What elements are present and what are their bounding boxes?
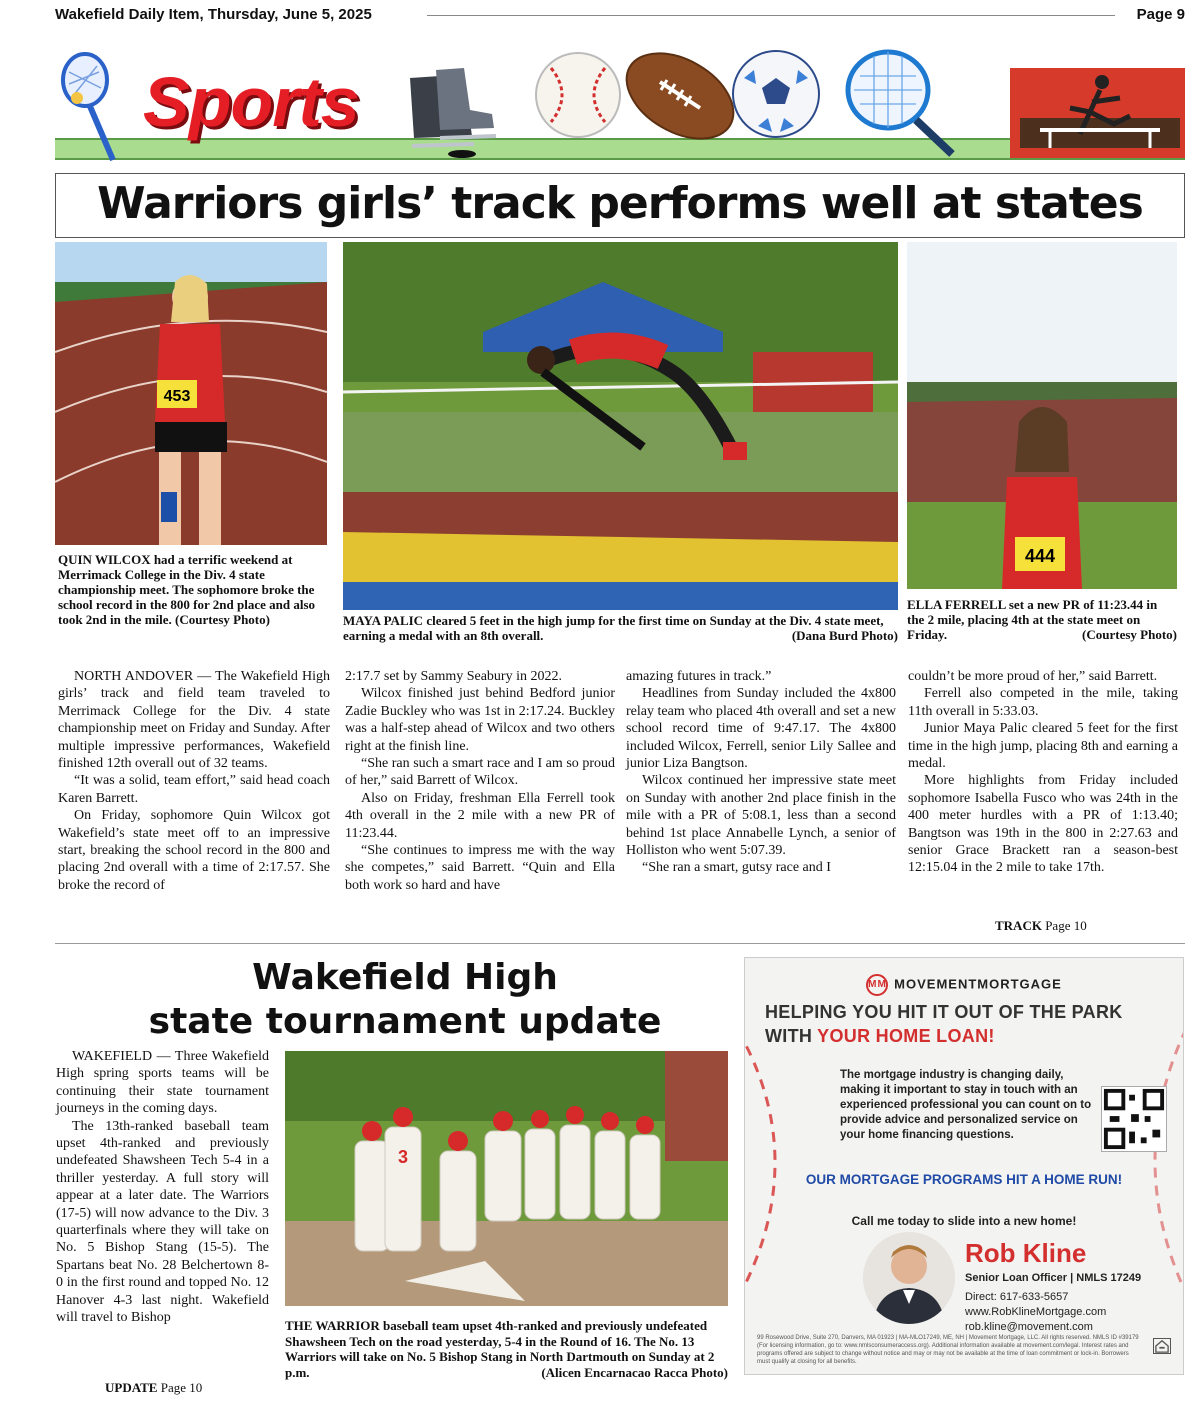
sports-banner xyxy=(55,40,1185,165)
photo-ella-ferrell xyxy=(907,242,1177,589)
equal-housing-icon xyxy=(1153,1338,1171,1354)
bib-453: 453 xyxy=(163,388,191,405)
section-divider xyxy=(55,943,1185,944)
agent-email[interactable]: rob.kline@movement.com xyxy=(965,1321,1093,1333)
page-number: Page 9 xyxy=(1136,6,1185,23)
masthead-rule xyxy=(427,15,1115,16)
agent-phone[interactable]: Direct: 617-633-5657 xyxy=(965,1291,1069,1303)
masthead xyxy=(55,4,1185,26)
photo-credit: (Alicen Encarnacao Racca Photo) xyxy=(541,1364,728,1380)
article-headline: Warriors girls’ track performs well at states xyxy=(97,178,1143,229)
article2-body: WAKEFIELD — Three Wakefield High spring sports teams will be continuing their state tournament journeys in the coming days. The 13th-ranked baseball team upset 4th-ranked and previously undefeated Shawsheen Tech 5-4 in a thriller yesterday. A full story will appear at a later date. The Warriors (17-5) will now advance to the Div. 3 quarterfinals where they will take on No. 5 Bishop Stang (15-5). The Spartans beat No. 28 Belchertown 8-0 in the first round and topped No. 12 Hanover 4-3 last night. Wakefield will travel to Bishop xyxy=(56,1049,269,1326)
hurdler-icon xyxy=(1010,68,1185,158)
agent-name: Rob Kline xyxy=(965,1238,1087,1268)
baseball-icon xyxy=(533,50,623,140)
movement-logo-icon: MM xyxy=(866,974,888,996)
article-column-4: couldn’t be more proud of her,” said Barrett. Ferrell also competed in the mile, taking 11th overall in 5:33.03. Junior Maya Palic cleared 5 feet for the first time in the high jump, placing 8th and earning a medal. More highlights from Friday included sophomore Isabella Fusco who was 24th in the 400 meter hurdles with a PR of 1:13.40; Bangtson was 19th in the 800 in 2:27.63 and senior Grace Brackett ran a season-best 12:15.04 in the 2 mile to take 17th. xyxy=(908,669,1178,876)
photo-maya-palic xyxy=(343,242,898,610)
ad-body-copy: The mortgage industry is changing daily, making it important to stay in touch with an experienced professional you can count on to provide advice and personalized service on your home financing questions. xyxy=(840,1069,1092,1141)
section-title: Sports xyxy=(143,63,359,141)
ad-slogan: OUR MORTGAGE PROGRAMS HIT A HOME RUN! xyxy=(805,1172,1123,1187)
ad-fine-print: 99 Rosewood Drive, Suite 270, Danvers, MA 01923 | MA-MLO17249, ME, NH | Movement Mortgage, LLC. All rights reserved. NMLS ID #39179 (For licensing information, go to: www.nmlsconsumeraccess.org). Additional information available at movement.com/legal. Interest rates and programs offered are subject to change without notice and may or may not be available at the time of loan commitment or lock-in. Borrowers must qualify at closing for all benefits. xyxy=(757,1335,1139,1365)
article2-headline: Wakefield High state tournament update xyxy=(148,957,662,1042)
qr-code-icon[interactable] xyxy=(1101,1086,1167,1152)
jersey-number: 3 xyxy=(397,1147,409,1167)
soccer-ball-icon xyxy=(730,48,822,140)
football-icon xyxy=(615,46,745,146)
photo-credit: (Courtesy Photo) xyxy=(175,612,270,627)
movement-mortgage-ad[interactable] xyxy=(744,957,1184,1375)
article-column-3: amazing futures in track.” Headlines from Sunday included the 4x800 relay team who placed 4th overall and set a new school record time of 9:47.17. The 4x800 included Wilcox, Ferrell, senior Lily Sallee and junior Liza Bangtson. Wilcox continued her impressive state meet on Sunday with another 2nd place finish in the mile with a PR of 5:08.1, less than a second behind 1st place Annabelle Lynch, a senior of Holliston who went 5:07.39. “She ran a smart, gutsy race and I xyxy=(626,669,896,876)
jump-line-update[interactable]: UPDATE Page 10 xyxy=(105,1380,203,1395)
lacrosse-stick-icon xyxy=(55,52,125,162)
caption-maya-palic: MAYA PALIC cleared 5 feet in the high jump for the first time on Sunday at the Div. 4 state meet, earning a medal with an 8th overall. (Dana Burd Photo) xyxy=(343,613,898,643)
photo-credit: (Courtesy Photo) xyxy=(1082,627,1177,642)
agent-contact xyxy=(965,1290,1106,1335)
ice-skates-icon xyxy=(400,58,500,158)
jump-line-track[interactable]: TRACK Page 10 xyxy=(995,918,1087,933)
article-column-1: NORTH ANDOVER — The Wakefield High girls’ track and field team traveled to Merrimack College for the Div. 4 state championship meet on Friday and Sunday. After multiple impressive performances, Wakefield finished 12th overall out of 32 teams. “It was a solid, team effort,” said head coach Karen Barrett. On Friday, sophomore Quin Wilcox got Wakefield’s state meet off to an impressive start, breaking the school record in the 800 and placing 2nd overall with a time of 2:17.57. She broke the record of xyxy=(58,669,330,893)
caption-ella-ferrell: ELLA FERRELL set a new PR of 11:23.44 in the 2 mile, placing 4th at the state meet on Friday. (Courtesy Photo) xyxy=(907,597,1177,642)
photo-credit: (Dana Burd Photo) xyxy=(791,628,898,643)
bib-444: 444 xyxy=(1024,546,1056,566)
headline-box xyxy=(55,173,1185,238)
photo-baseball-team xyxy=(285,1051,728,1306)
agent-title: Senior Loan Officer | NMLS 17249 xyxy=(965,1272,1142,1284)
agent-portrait xyxy=(863,1232,955,1324)
caption-quin-wilcox: QUIN WILCOX had a terrific weekend at Merrimack College in the Div. 4 state championship meet. The sophomore broke the school record in the 800 for 2nd place and also took 2nd in the mile. (Courtesy Photo) xyxy=(58,552,316,627)
caption-baseball-team: THE WARRIOR baseball team upset 4th-ranked and previously undefeated Shawsheen Tech on the road yesterday, 5-4 in the Round of 16. The No. 13 Warriors will take on No. 5 Bishop Stang in North Dartmouth on Sunday at 2 p.m. (Alicen Encarnacao Racca Photo) xyxy=(285,1318,728,1380)
tennis-racket-icon xyxy=(840,46,960,158)
ad-headline: HELPING YOU HIT IT OUT OF THE PARK WITH YOUR HOME LOAN! xyxy=(765,1002,1123,1046)
paper-date: Wakefield Daily Item, Thursday, June 5, 2025 xyxy=(55,6,372,23)
photo-quin-wilcox xyxy=(55,242,327,545)
ad-brand: MM MOVEMENTMORTGAGE xyxy=(745,974,1183,996)
article-column-2: 2:17.7 set by Sammy Seabury in 2022. Wilcox finished just behind Bedford junior Zadie Buckley who was 1st in 2:17.24. Buckley was a half-step ahead of Wilcox and two others right at the finish line. “She ran such a smart race and I am so proud of her,” said Barrett of Wilcox. Also on Friday, freshman Ella Ferrell took 4th overall in the 2 mile with a new PR of 11:23.44. “She continues to impress me with the way she competes,” said Barrett. “Quin and Ella both work so hard and have xyxy=(345,669,615,893)
agent-website[interactable]: www.RobKlineMortgage.com xyxy=(965,1306,1107,1318)
ad-call-to-action: Call me today to slide into a new home! xyxy=(851,1214,1077,1228)
